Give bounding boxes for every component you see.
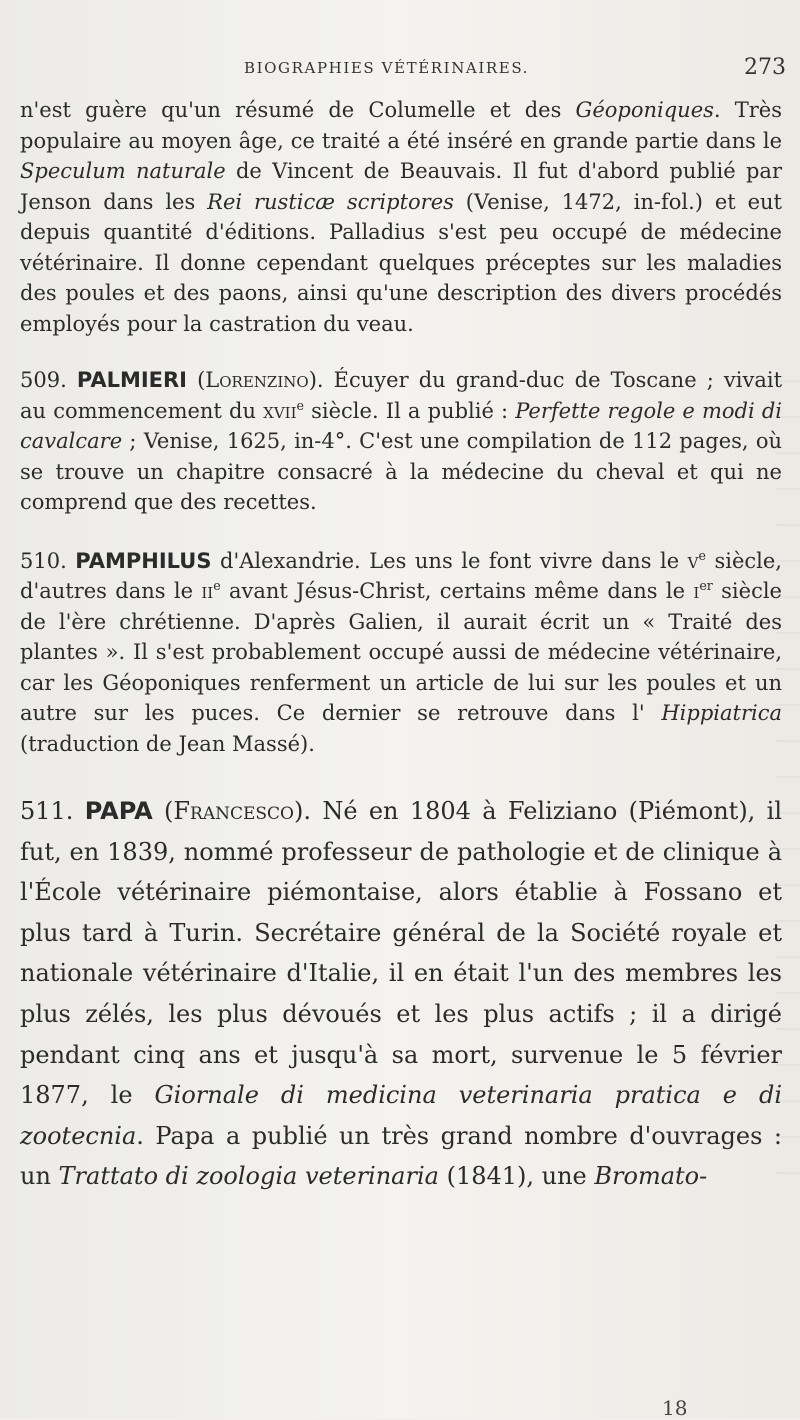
text-run: (Venise, 1472, in-fol.) et eut depuis quantité d'éditions. Palladius s'est peu occupé de médecine vétérinaire. Il donne cependant quelques préceptes sur les maladies des poules et des paons, ainsi qu'une description des divers procédés employés pour la castration du veau.	[20, 189, 782, 336]
page-number: 273	[744, 55, 786, 80]
italic-title: Géoponiques	[575, 98, 714, 122]
italic-title: Rei rusticæ scriptores	[207, 189, 454, 214]
entry-forename: Lorenzino	[205, 368, 309, 392]
century-numeral: ii	[201, 579, 214, 603]
signature-mark: 18	[662, 1396, 688, 1420]
running-title: BIOGRAPHIES VÉTÉRINAIRES.	[244, 59, 530, 77]
text-run: de Vincent de Beauvais. Il fut d'abord publié par Jenson dans les	[20, 159, 782, 214]
superscript: e	[213, 578, 221, 593]
entry-511	[20, 791, 782, 1197]
entry-number: 511.	[20, 797, 85, 825]
text-run: . Très populaire au moyen âge, ce traité a été inséré en grande partie dans le	[20, 98, 782, 153]
text-run: (	[187, 368, 206, 392]
century-numeral: xvii	[263, 398, 297, 423]
italic-title: Giornale di medicina veterinaria pratica e di zootecnia	[20, 1081, 783, 1150]
text-run: Né en 1804 à Feliziano (Piémont), il fut, en 1839, nommé professeur de pathologie et de clinique à l'École vétérinaire piémontaise, alors établie à Fossano et plus tard à Turin. Secrétaire général de la Société royale et nationale vétérinaire d'Italie, il en était l'un des membres les plus zélés, les plus dévoués et les plus actifs ; il a dirigé pendant cinq ans et jusqu'à sa mort, survenue le 5 février 1877, le	[20, 797, 782, 1110]
page-header	[0, 55, 800, 85]
entry-510	[20, 546, 782, 760]
text-run: . Papa a publié un très grand nombre d'ouvrages : un	[20, 1121, 782, 1191]
italic-title: Trattato di zoologia veterinaria	[58, 1162, 439, 1191]
italic-title: Perfette regole e modi di cavalcare	[20, 398, 783, 453]
superscript: er	[699, 578, 713, 593]
entry-name: PALMIERI	[76, 368, 187, 392]
text-run: ).	[308, 368, 334, 392]
text-run: n'est guère qu'un résumé de Columelle et des	[20, 98, 576, 122]
text-run: ; Venise, 1625, in-4°. C'est une compilation de 112 pages, où se trouve un chapitre consacré à la médecine du cheval et qui ne comprend que des recettes.	[20, 429, 782, 514]
entry-509	[20, 365, 782, 518]
text-run: avant Jésus-Christ, certains même dans le	[220, 579, 694, 603]
italic-title: Bromato-	[594, 1162, 708, 1191]
text-run: d'Alexandrie. Les uns le font vivre dans le	[211, 548, 688, 573]
entry-name: PAMPHILUS	[75, 548, 212, 573]
italic-title: Speculum naturale	[20, 159, 226, 183]
text-run: siècle de l'ère chrétienne. D'après Galien, il aurait écrit un « Traité des plantes ». Il s'est probablement occupé aussi de médecine vétérinaire, car les Géoponiques renferment un article de lui sur les poules et un autre sur les puces. Ce dernier se retrouve dans l'	[20, 579, 782, 725]
century-numeral: v	[687, 548, 699, 573]
text-run: (1841), une	[438, 1162, 595, 1191]
entry-number: 509.	[20, 368, 77, 392]
text-run: siècle. Il a publié :	[303, 398, 516, 423]
page-body	[20, 95, 782, 1197]
text-run: (	[152, 797, 174, 825]
show-through	[776, 380, 800, 1180]
superscript: e	[296, 397, 304, 413]
continuation-paragraph	[20, 95, 782, 339]
text-run: (traduction de Jean Massé).	[20, 731, 315, 756]
superscript: e	[698, 547, 706, 563]
entry-name: PAPA	[84, 797, 153, 825]
italic-title: Hippiatrica	[661, 701, 782, 725]
text-run: Écuyer du grand-duc de Toscane ; vivait au commencement du	[20, 368, 783, 423]
century-numeral: i	[693, 579, 700, 603]
entry-forename: Francesco	[173, 797, 294, 825]
text-run: siècle, d'autres dans le	[20, 548, 782, 603]
entry-number: 510.	[20, 548, 76, 573]
text-run: ).	[294, 797, 323, 825]
